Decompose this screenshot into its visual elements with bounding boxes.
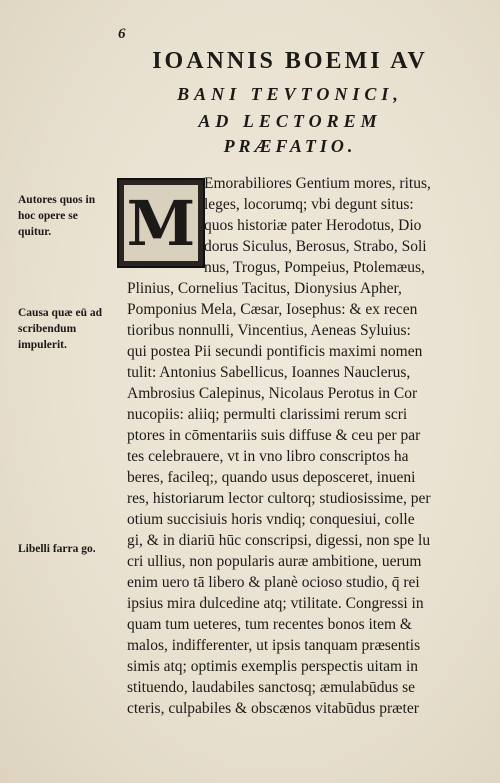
- text-line: quam tum ueteres, tum recentes bonos item &: [127, 616, 412, 633]
- title-line-4: PRÆFATIO.: [223, 136, 357, 156]
- title-line-3: AD LECTOREM: [198, 111, 382, 131]
- title-line-1: IOANNIS BOEMI AV: [152, 48, 428, 74]
- text-line: dorus Siculus, Berosus, Strabo, Soli: [204, 238, 427, 255]
- text-line: beres, facileq;, quando usus deposceret, inueni: [127, 469, 416, 486]
- text-line: res, historiarum lector cultorq; studiosissime, per: [127, 490, 431, 507]
- text-line: ptores in cōmentariis suis diffuse & ceu per par: [127, 427, 421, 444]
- margin-note-authors: Autores quos in hoc opere se quitur.: [18, 194, 96, 238]
- text-line: stituendo, laudabiles sanctosq; æmulabūdus se: [127, 679, 416, 696]
- text-line: tes celebrauere, vt in vno libro conscriptos ha: [127, 448, 409, 465]
- text-line: Emorabiliores Gentium mores, ritus,: [204, 175, 431, 192]
- text-line: Plinius, Cornelius Tacitus, Dionysius Apher,: [127, 280, 402, 297]
- text-line: cteris, culpabiles & obscænos vitabūdus præter: [127, 700, 419, 717]
- text-line: enim uero tā libero & planè ocioso studio, q̄ rei: [127, 574, 420, 591]
- text-line: gi, & in diariū hūc conscripsi, digessi, non spe lu: [127, 532, 431, 549]
- text-line: cri ullius, non popularis auræ ambitione, uerum: [127, 553, 422, 570]
- text-line: quos historiæ pater Herodotus, Dio: [204, 217, 422, 234]
- text-line: nus, Trogus, Pompeius, Ptolemæus,: [204, 259, 425, 276]
- text-line: malos, indifferenter, ut ipsis tanquam præsentis: [127, 637, 421, 654]
- title-line-2: BANI TEVTONICI,: [177, 84, 403, 104]
- text-line: leges, locorumq; vbi degunt situs:: [204, 196, 414, 213]
- text-line: nucopiis: aliiq; permulti clarissimi rerum scri: [127, 406, 408, 423]
- decorated-initial: [117, 178, 205, 268]
- text-line: tulit: Antonius Sabellicus, Ioannes Nauclerus,: [127, 364, 411, 381]
- text-line: ipsius mira dulcedine atq; vtilitate. Congressi in: [127, 595, 424, 612]
- page-number: 6: [118, 26, 126, 42]
- initial-letter: M: [124, 185, 198, 261]
- text-line: otium succisiuis horis vndiq; conquesiui, colle: [127, 511, 415, 528]
- margin-note-cause: Causa quæ eū ad scribendum impulerit.: [18, 307, 103, 351]
- margin-note-farrago: Libelli farra go.: [18, 543, 96, 555]
- text-line: qui postea Pii secundi pontificis maximi nomen: [127, 343, 423, 360]
- text-line: simis atq; optimis exemplis perspectis uitam in: [127, 658, 419, 675]
- text-line: Ambrosius Calepinus, Nicolaus Perotus in Cor: [127, 385, 418, 402]
- text-line: Pomponius Mela, Cæsar, Iosephus: & ex recen: [127, 301, 418, 318]
- text-line: tioribus nonnulli, Vincentius, Aeneas Syluius:: [127, 322, 411, 339]
